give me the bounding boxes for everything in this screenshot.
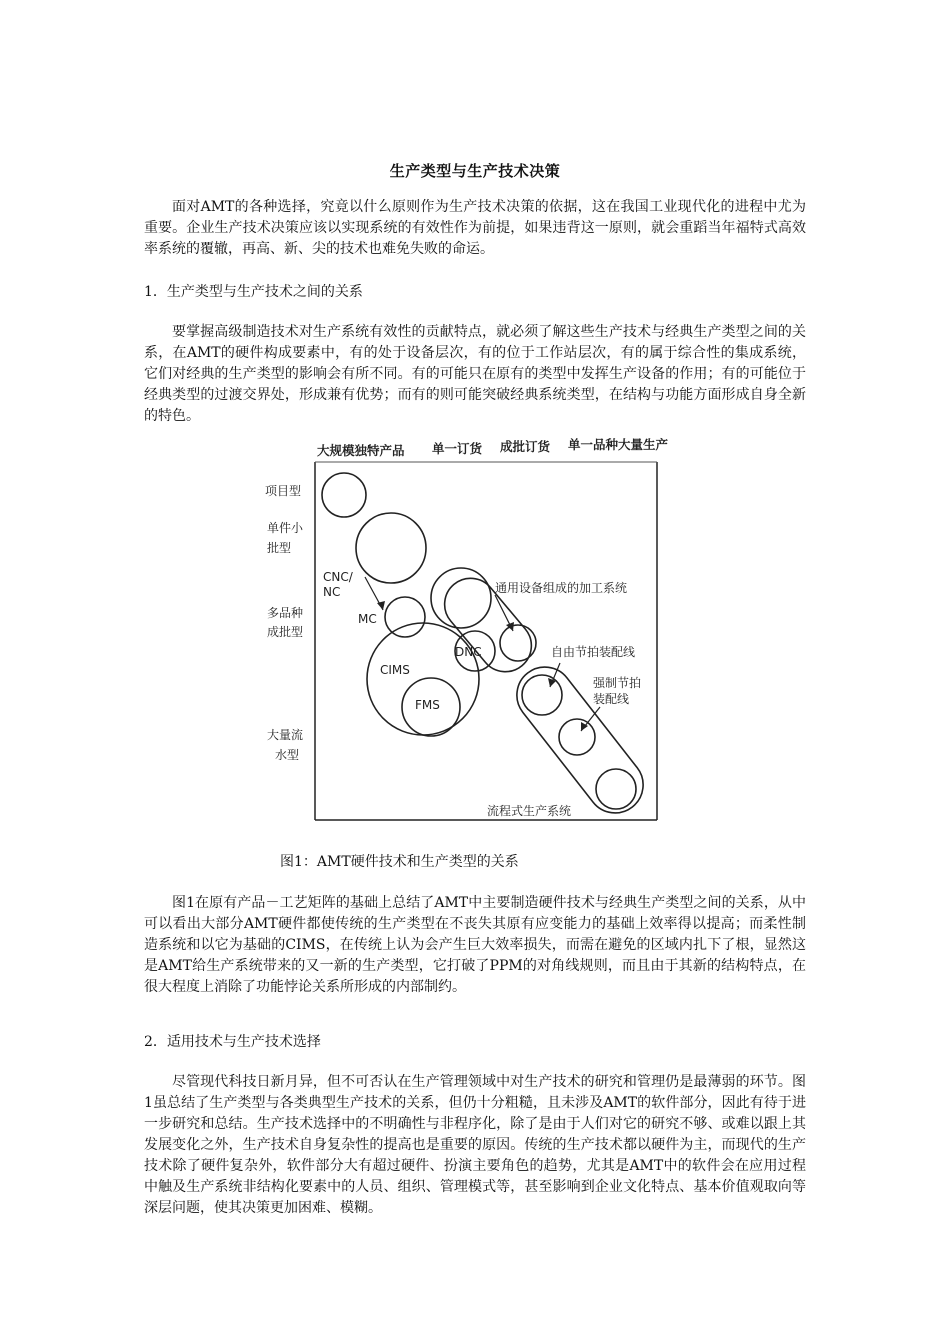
product-process-matrix-diagram — [255, 435, 695, 830]
general-equipment-circle — [431, 568, 491, 628]
process-circle — [596, 769, 636, 809]
figure-1-caption: 图1：AMT硬件技术和生产类型的关系 — [280, 854, 519, 870]
section-2-paragraph-1: 尽管现代科技日新月异，但不可否认在生产管理领域中对生产技术的研究和管理仍是最薄弱的环节。图1虽总结了生产类型与各类典型生产技术的关系，但仍十分粗糙，且未涉及AMT的软件部分，因此有待于进一步研究和总结。生产技术选择中的不明确性与非程序化，除了是由于人们对它的研究不够、或难以跟上其发展变化之外，生产技术自身复杂性的提高也是重要的原因。传统的生产技术都以硬件为主，而现代的生产技术除了硬件复杂外，软件部分大有超过硬件、扮演主要角色的趋势，尤其是AMT中的软件会在应用过程中触及生产系统非结构化要素中的人员、组织、管理模式等，甚至影响到企业文化特点、基本价值观取向等深层问题，使其决策更加困难、模糊。 — [144, 1074, 806, 1216]
left-label-single-1: 单件小 — [267, 521, 304, 535]
label-dnc: DNC — [455, 645, 482, 659]
section-1-heading: 1．生产类型与生产技术之间的关系 — [144, 284, 363, 300]
label-free-line: 自由节拍装配线 — [551, 645, 636, 659]
left-label-project: 项目型 — [265, 484, 302, 498]
forced-line-circle-2 — [559, 719, 595, 755]
top-label-large-unique: 大规模独特产品 — [317, 443, 405, 458]
top-label-batch-order: 成批订货 — [500, 439, 551, 454]
label-process-system: 流程式生产系统 — [487, 804, 572, 818]
intro-paragraph: 面对AMT的各种选择，究竟以什么原则作为生产技术决策的依据，这在我国工业现代化的进程中尤为重要。企业生产技术决策应该以实现系统的有效性作为前提，如果违背这一原则，就会重蹈当年福特式高效率系统的覆辙，再高、新、尖的技术也难免失败的命运。 — [144, 199, 806, 257]
figure-1 — [255, 435, 695, 830]
label-nc: NC — [323, 585, 341, 599]
cnc-nc-circle — [356, 513, 426, 583]
section-2-heading: 2．适用技术与生产技术选择 — [144, 1034, 321, 1050]
general-arrowhead — [506, 622, 514, 631]
top-label-mass-production: 单一品种大量生产 — [568, 437, 669, 452]
label-forced-2: 装配线 — [593, 692, 630, 706]
left-label-single-2: 批型 — [267, 541, 292, 555]
left-label-multi-2: 成批型 — [267, 625, 304, 639]
label-general-equipment: 通用设备组成的加工系统 — [495, 581, 628, 595]
label-mc: MC — [358, 612, 377, 626]
label-cims: CIMS — [380, 663, 410, 677]
left-label-mass-1: 大量流 — [267, 728, 304, 742]
label-fms: FMS — [415, 698, 440, 712]
label-forced-1: 强制节拍 — [593, 676, 642, 690]
top-label-single-order: 单一订货 — [432, 441, 483, 456]
project-circle — [322, 473, 366, 517]
section-1-paragraph-2: 图1在原有产品－工艺矩阵的基础上总结了AMT中主要制造硬件技术与经典生产类型之间的关系，从中可以看出大部分AMT硬件都使传统的生产类型在不丧失其原有应变能力的基础上效率得以提高；而柔性制造系统和以它为基础的CIMS，在传统上认为会产生巨大效率损失，而需在避免的区域内扎下了根，显然这是AMT给生产系统带来的又一新的生产类型，它打破了PPM的对角线规则，而且由于其新的结构特点，在很大程度上消除了功能悖论关系所形成的内部制约。 — [144, 895, 806, 995]
left-label-mass-2: 水型 — [275, 748, 300, 762]
section-1-paragraph-1: 要掌握高级制造技术对生产系统有效性的贡献特点，就必须了解这些生产技术与经典生产类型之间的关系，在AMT的硬件构成要素中，有的处于设备层次，有的位于工作站层次，有的属于综合性的集成系统，它们对经典的生产类型的影响会有所不同。有的可能只在原有的类型中发挥生产设备的作用；有的可能位于经典类型的过渡交界处，形成兼有优势；而有的则可能突破经典系统类型，在结构与功能方面形成自身全新的特色。 — [144, 324, 806, 424]
mc-circle — [385, 597, 425, 637]
left-label-multi-1: 多品种 — [267, 606, 304, 620]
document-title: 生产类型与生产技术决策 — [389, 162, 561, 180]
label-cnc: CNC/ — [323, 570, 353, 584]
